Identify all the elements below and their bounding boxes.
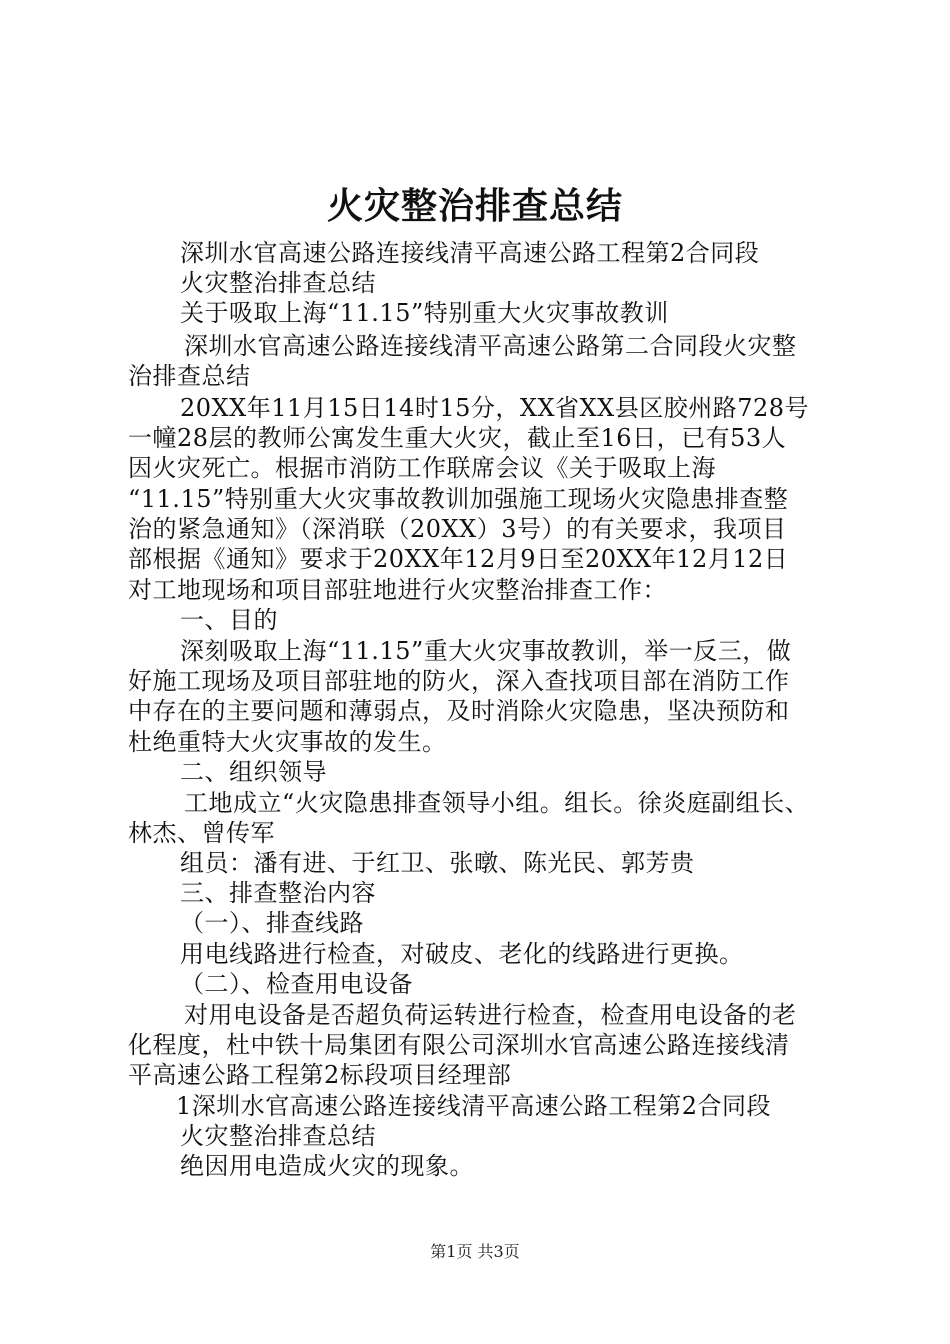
body-line: 1深圳水官高速公路连接线清平高速公路工程第2合同段: [176, 1092, 772, 1120]
body-line: 一幢28层的教师公寓发生重大火灾，截止至16日，已有53人: [128, 424, 787, 452]
body-line: 因火灾死亡。根据市消防工作联席会议《关于吸取上海: [128, 454, 716, 482]
body-line: 用电线路进行检查，对破皮、老化的线路进行更换。: [180, 940, 744, 968]
section-heading: 一、目的: [180, 606, 278, 634]
subsection-heading: （一）、排查线路: [180, 909, 364, 937]
body-line: 20XX年11月15日14时15分，XX省XX县区胶州路728号: [180, 394, 810, 422]
body-line: 平高速公路工程第2标段项目经理部: [128, 1061, 512, 1089]
body-line: 治排查总结: [128, 362, 251, 390]
subsection-heading: （二）、检查用电设备: [180, 970, 413, 998]
body-line: 部根据《通知》要求于20XX年12月9日至20XX年12月12日: [128, 545, 789, 573]
body-line: 对工地现场和项目部驻地进行火灾整治排查工作：: [128, 576, 667, 604]
body-line: 火灾整治排查总结: [180, 269, 376, 297]
body-line: 组员：潘有进、于红卫、张暾、陈光民、郭芳贵: [180, 849, 695, 877]
body-line: 深圳水官高速公路连接线清平高速公路工程第2合同段: [180, 239, 760, 267]
body-line: 林杰、曾传军: [128, 819, 275, 847]
body-line: 中存在的主要问题和薄弱点，及时消除火灾隐患，坚决预防和: [128, 697, 790, 725]
body-line: 对用电设备是否超负荷运转进行检查，检查用电设备的老: [184, 1001, 797, 1029]
section-heading: 二、组织领导: [180, 758, 327, 786]
body-line: 治的紧急通知》（深消联（20XX）3号）的有关要求，我项目: [128, 515, 787, 543]
page-number: 第1页 共3页: [430, 1242, 520, 1261]
body-line: 化程度，杜中铁十局集团有限公司深圳水官高速公路连接线清: [128, 1031, 790, 1059]
document-title: 火灾整治排查总结: [326, 185, 623, 227]
body-line: 工地成立“火灾隐患排查领导小组。组长。徐炎庭副组长、: [184, 789, 810, 817]
body-line: 深圳水官高速公路连接线清平高速公路第二合同段火灾整: [184, 332, 797, 360]
body-line: 火灾整治排查总结: [180, 1122, 376, 1150]
body-line: 好施工现场及项目部驻地的防火，深入查找项目部在消防工作: [128, 667, 790, 695]
body-line: 深刻吸取上海“11.15”重大火灾事故教训，举一反三，做: [180, 637, 792, 665]
body-line: “11.15”特别重大火灾事故教训加强施工现场火灾隐患排查整: [128, 485, 789, 513]
body-line: 绝因用电造成火灾的现象。: [180, 1152, 474, 1180]
body-line: 杜绝重特大火灾事故的发生。: [128, 728, 447, 756]
body-line: 关于吸取上海“11.15”特别重大火灾事故教训: [180, 299, 669, 327]
section-heading: 三、排查整治内容: [180, 879, 376, 907]
